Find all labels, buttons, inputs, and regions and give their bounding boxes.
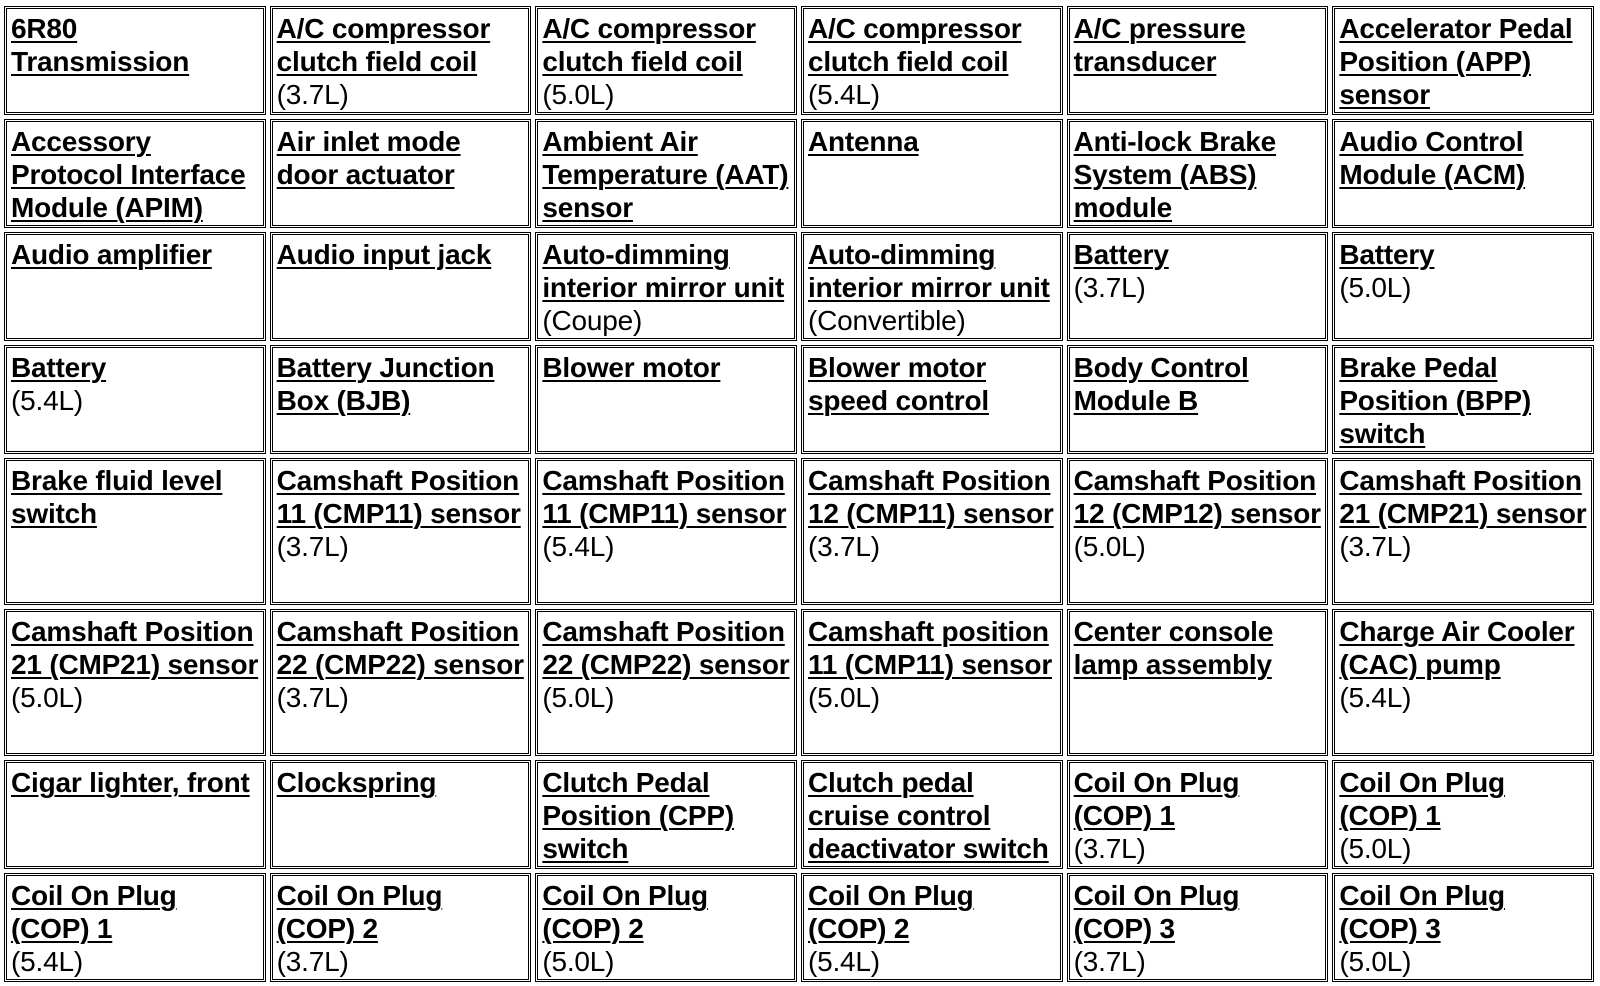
table-cell <box>4 458 266 605</box>
table-cell <box>1332 458 1594 605</box>
engine-variant-note: (5.4L) <box>807 946 880 977</box>
engine-variant-note: (3.7L) <box>276 682 349 713</box>
engine-variant-note: (5.4L) <box>807 79 880 110</box>
engine-variant-note: (5.0L) <box>11 682 83 713</box>
table-cell <box>535 345 797 454</box>
component-link[interactable]: Coil On Plug (COP) 1 <box>1073 767 1240 831</box>
table-cell <box>1332 609 1594 756</box>
component-link[interactable]: Camshaft Position 21 (CMP21) sensor <box>11 616 259 680</box>
table-cell <box>801 119 1063 228</box>
component-link[interactable]: Cigar lighter, front <box>11 767 250 798</box>
component-index-table <box>4 6 1594 982</box>
engine-variant-note: (3.7L) <box>807 531 880 562</box>
table-cell <box>1067 760 1329 869</box>
engine-variant-note: (5.0L) <box>1339 946 1412 977</box>
component-link[interactable]: Camshaft Position 12 (CMP12) sensor <box>1073 465 1321 529</box>
table-cell <box>1332 232 1594 341</box>
table-cell <box>801 6 1063 115</box>
engine-variant-note: (3.7L) <box>1073 833 1146 864</box>
component-link[interactable]: Antenna <box>807 126 919 157</box>
table-cell <box>270 6 532 115</box>
table-cell <box>801 458 1063 605</box>
component-link[interactable]: Audio amplifier <box>11 239 212 270</box>
component-link[interactable]: Camshaft Position 11 (CMP11) sensor <box>276 465 521 529</box>
component-link[interactable]: Coil On Plug (COP) 2 <box>542 880 708 944</box>
component-link[interactable]: Clutch pedal cruise control deactivator switch <box>807 767 1049 864</box>
table-cell <box>270 119 532 228</box>
component-link[interactable]: Battery <box>1339 239 1435 270</box>
table-cell <box>4 119 266 228</box>
table-cell <box>801 873 1063 982</box>
table-cell <box>270 458 532 605</box>
table-cell <box>535 6 797 115</box>
engine-variant-note: (3.7L) <box>1339 531 1412 562</box>
component-link[interactable]: A/C compressor clutch field coil <box>542 13 756 77</box>
engine-variant-note: (5.0L) <box>542 682 615 713</box>
component-link[interactable]: Auto-dimming interior mirror unit <box>542 239 785 303</box>
component-link[interactable]: Audio Control Module (ACM) <box>1339 126 1526 190</box>
table-cell <box>1067 345 1329 454</box>
table-cell <box>1332 873 1594 982</box>
table-cell <box>4 345 266 454</box>
table-cell <box>4 609 266 756</box>
table-cell <box>801 760 1063 869</box>
engine-variant-note: (5.0L) <box>542 946 615 977</box>
engine-variant-note: (3.7L) <box>276 79 349 110</box>
component-link[interactable]: Coil On Plug (COP) 3 <box>1073 880 1240 944</box>
component-link[interactable]: Anti-lock Brake System (ABS) module <box>1073 126 1277 223</box>
component-link[interactable]: Battery <box>11 352 107 383</box>
component-link[interactable]: Auto-dimming interior mirror unit <box>807 239 1050 303</box>
table-cell <box>270 760 532 869</box>
table-cell <box>535 458 797 605</box>
engine-variant-note: (Convertible) <box>807 305 966 336</box>
component-link[interactable]: Air inlet mode door actuator <box>276 126 461 190</box>
table-cell <box>270 345 532 454</box>
component-link[interactable]: Camshaft Position 21 (CMP21) sensor <box>1339 465 1587 529</box>
component-link[interactable]: Camshaft Position 22 (CMP22) sensor <box>276 616 524 680</box>
component-link[interactable]: Battery Junction Box (BJB) <box>276 352 495 416</box>
table-cell <box>4 232 266 341</box>
table-cell <box>4 760 266 869</box>
table-cell <box>535 232 797 341</box>
engine-variant-note: (3.7L) <box>1073 946 1146 977</box>
component-link[interactable]: Center console lamp assembly <box>1073 616 1274 680</box>
component-link[interactable]: Coil On Plug (COP) 1 <box>11 880 177 944</box>
engine-variant-note: (Coupe) <box>542 305 643 336</box>
engine-variant-note: (5.4L) <box>1339 682 1412 713</box>
component-link[interactable]: Blower motor speed control <box>807 352 989 416</box>
table-cell <box>270 873 532 982</box>
component-link[interactable]: A/C pressure transducer <box>1073 13 1246 77</box>
engine-variant-note: (5.0L) <box>542 79 615 110</box>
table-cell <box>1332 6 1594 115</box>
component-link[interactable]: 6R80 Transmission <box>11 13 190 77</box>
component-link[interactable]: Audio input jack <box>276 239 492 270</box>
component-link[interactable]: Coil On Plug (COP) 2 <box>276 880 443 944</box>
component-link[interactable]: Camshaft Position 11 (CMP11) sensor <box>542 465 787 529</box>
table-cell <box>270 232 532 341</box>
component-link[interactable]: Brake fluid level switch <box>11 465 223 529</box>
table-cell <box>801 609 1063 756</box>
table-cell <box>1067 119 1329 228</box>
component-link[interactable]: Battery <box>1073 239 1169 270</box>
component-link[interactable]: Ambient Air Temperature (AAT) sensor <box>542 126 789 223</box>
table-cell <box>1067 458 1329 605</box>
component-link[interactable]: Clockspring <box>276 767 437 798</box>
engine-variant-note: (5.0L) <box>1339 833 1412 864</box>
component-link[interactable]: Accessory Protocol Interface Module (APIM) <box>11 126 246 223</box>
engine-variant-note: (3.7L) <box>276 946 349 977</box>
table-cell <box>535 609 797 756</box>
component-link[interactable]: Coil On Plug (COP) 2 <box>807 880 974 944</box>
component-link[interactable]: Clutch Pedal Position (CPP) switch <box>542 767 734 864</box>
table-cell <box>270 609 532 756</box>
table-cell <box>535 873 797 982</box>
component-link[interactable]: A/C compressor clutch field coil <box>807 13 1022 77</box>
table-cell <box>4 873 266 982</box>
component-link[interactable]: Coil On Plug (COP) 3 <box>1339 880 1505 944</box>
table-cell <box>1067 6 1329 115</box>
engine-variant-note: (5.4L) <box>11 385 83 416</box>
component-link[interactable]: Camshaft position 11 (CMP11) sensor <box>807 616 1053 680</box>
table-cell <box>1332 760 1594 869</box>
table-cell <box>1332 119 1594 228</box>
engine-variant-note: (5.4L) <box>11 946 83 977</box>
engine-variant-note: (5.0L) <box>1073 531 1146 562</box>
engine-variant-note: (5.4L) <box>542 531 615 562</box>
component-link[interactable]: Coil On Plug (COP) 1 <box>1339 767 1505 831</box>
table-cell <box>535 760 797 869</box>
engine-variant-note: (5.0L) <box>807 682 880 713</box>
table-cell <box>1332 345 1594 454</box>
table-cell <box>801 232 1063 341</box>
table-cell <box>1067 232 1329 341</box>
table-cell <box>1067 873 1329 982</box>
table-cell <box>4 6 266 115</box>
component-link[interactable]: Camshaft Position 22 (CMP22) sensor <box>542 616 790 680</box>
component-link[interactable]: A/C compressor clutch field coil <box>276 13 491 77</box>
component-link[interactable]: Body Control Module B <box>1073 352 1249 416</box>
component-link[interactable]: Accelerator Pedal Position (APP) sensor <box>1339 13 1573 110</box>
table-cell <box>535 119 797 228</box>
table-cell <box>1067 609 1329 756</box>
engine-variant-note: (5.0L) <box>1339 272 1412 303</box>
table-cell <box>801 345 1063 454</box>
component-link[interactable]: Brake Pedal Position (BPP) switch <box>1339 352 1531 449</box>
component-link[interactable]: Blower motor <box>542 352 721 383</box>
engine-variant-note: (3.7L) <box>276 531 349 562</box>
component-link[interactable]: Camshaft Position 12 (CMP11) sensor <box>807 465 1054 529</box>
component-link[interactable]: Charge Air Cooler (CAC) pump <box>1339 616 1575 680</box>
engine-variant-note: (3.7L) <box>1073 272 1146 303</box>
